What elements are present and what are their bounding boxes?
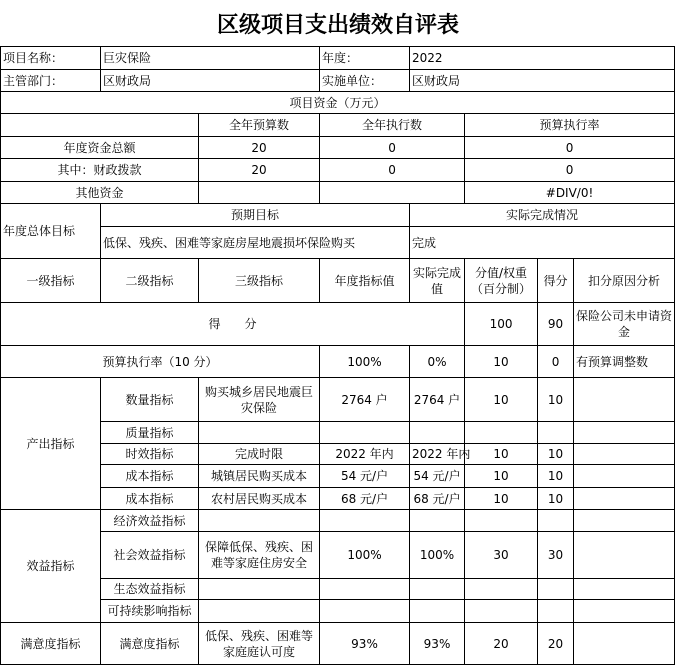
weight-cell: 10 [465, 488, 538, 510]
header-score: 得分 [538, 259, 574, 303]
level2-cell: 可持续影响指标 [101, 600, 199, 623]
funds-row-exec: 0 [320, 137, 465, 159]
target-cell [320, 600, 410, 623]
header-level1: 一级指标 [1, 259, 101, 303]
dept-label: 主管部门： [1, 70, 101, 92]
level3-cell: 购买城乡居民地震巨灾保险 [199, 378, 320, 422]
funds-row-budget [199, 182, 320, 204]
weight-cell: 20 [465, 623, 538, 665]
header-weight: 分值/权重（百分制） [465, 259, 538, 303]
level3-cell: 保障低保、残疾、困难等家庭住房安全 [199, 532, 320, 579]
funds-header: 项目资金（万元） [1, 92, 675, 114]
score-cell: 20 [538, 623, 574, 665]
total-weight: 100 [465, 303, 538, 346]
funds-col-exec: 全年执行数 [320, 114, 465, 137]
budget-rate-weight: 10 [465, 346, 538, 378]
reason-cell [574, 600, 675, 623]
target-cell [320, 510, 410, 532]
level3-cell [199, 600, 320, 623]
indicator-row [1, 465, 675, 488]
department-row [1, 70, 675, 92]
goal-content-row [1, 227, 675, 259]
weight-cell [465, 600, 538, 623]
target-cell: 2022 年内 [320, 444, 410, 465]
reason-cell [574, 444, 675, 465]
weight-cell [465, 579, 538, 600]
page-title: 区级项目支出绩效自评表 [216, 12, 459, 38]
actual-cell: 2022 年内 [410, 444, 465, 465]
actual-cell [410, 579, 465, 600]
level2-cell: 质量指标 [101, 422, 199, 444]
funds-row-label: 其中：财政拨款 [1, 159, 199, 182]
indicator-header-row [1, 259, 675, 303]
budget-rate-actual: 0% [410, 346, 465, 378]
budget-rate-target: 100% [320, 346, 410, 378]
indicator-row [1, 510, 675, 532]
score-cell [538, 422, 574, 444]
header-target: 年度指标值 [320, 259, 410, 303]
actual-cell: 100% [410, 532, 465, 579]
total-score: 90 [538, 303, 574, 346]
reason-cell [574, 488, 675, 510]
actual-cell [410, 510, 465, 532]
actual-cell: 54 元/户 [410, 465, 465, 488]
target-cell: 54 元/户 [320, 465, 410, 488]
header-level3: 三级指标 [199, 259, 320, 303]
total-label: 得 分 [1, 303, 465, 346]
funds-row-exec: 0 [320, 159, 465, 182]
year-value: 2022 [410, 47, 675, 70]
total-score-row [1, 303, 675, 346]
level3-cell [199, 422, 320, 444]
funds-row-budget: 20 [199, 159, 320, 182]
funds-row-rate: #DIV/0! [465, 182, 675, 204]
funds-row [1, 159, 675, 182]
weight-cell: 10 [465, 378, 538, 422]
funds-row-rate: 0 [465, 137, 675, 159]
indicator-row [1, 422, 675, 444]
indicator-row [1, 579, 675, 600]
funds-row-budget: 20 [199, 137, 320, 159]
indicator-row [1, 532, 675, 579]
target-cell: 2764 户 [320, 378, 410, 422]
level3-cell [199, 510, 320, 532]
indicator-row [1, 378, 675, 422]
level3-cell: 城镇居民购买成本 [199, 465, 320, 488]
target-cell: 93% [320, 623, 410, 665]
score-cell: 10 [538, 444, 574, 465]
level2-cell: 社会效益指标 [101, 532, 199, 579]
goal-actual: 完成 [410, 227, 675, 259]
header-level2: 二级指标 [101, 259, 199, 303]
goal-label: 年度总体目标 [1, 204, 101, 259]
funds-row-label: 年度资金总额 [1, 137, 199, 159]
weight-cell [465, 422, 538, 444]
actual-cell [410, 600, 465, 623]
reason-cell [574, 510, 675, 532]
actual-cell [410, 422, 465, 444]
funds-header-row [1, 92, 675, 114]
goal-expected-header: 预期目标 [101, 204, 410, 227]
actual-cell: 2764 户 [410, 378, 465, 422]
level2-cell: 成本指标 [101, 465, 199, 488]
budget-rate-reason: 有预算调整数 [574, 346, 675, 378]
funds-row [1, 182, 675, 204]
funds-row-rate: 0 [465, 159, 675, 182]
budget-rate-score: 0 [538, 346, 574, 378]
weight-cell [465, 510, 538, 532]
funds-row-label: 其他资金 [1, 182, 199, 204]
target-cell: 100% [320, 532, 410, 579]
output-label: 产出指标 [1, 378, 101, 510]
reason-cell [574, 623, 675, 665]
level2-cell: 时效指标 [101, 444, 199, 465]
indicator-row [1, 488, 675, 510]
target-cell [320, 579, 410, 600]
budget-rate-label: 预算执行率（10 分） [1, 346, 320, 378]
header-actual: 实际完成值 [410, 259, 465, 303]
level2-cell: 满意度指标 [101, 623, 199, 665]
weight-cell: 30 [465, 532, 538, 579]
level3-cell: 低保、残疾、困难等家庭庭认可度 [199, 623, 320, 665]
reason-cell [574, 422, 675, 444]
level3-cell: 农村居民购买成本 [199, 488, 320, 510]
reason-cell [574, 579, 675, 600]
indicator-row [1, 600, 675, 623]
level2-cell: 经济效益指标 [101, 510, 199, 532]
evaluation-table [0, 46, 675, 665]
score-cell [538, 600, 574, 623]
target-cell: 68 元/户 [320, 488, 410, 510]
score-cell: 30 [538, 532, 574, 579]
funds-row-exec [320, 182, 465, 204]
indicator-row [1, 444, 675, 465]
impl-value: 区财政局 [410, 70, 675, 92]
reason-cell [574, 465, 675, 488]
reason-cell [574, 378, 675, 422]
score-cell [538, 579, 574, 600]
score-cell: 10 [538, 488, 574, 510]
impl-label: 实施单位： [320, 70, 410, 92]
project-name-value: 巨灾保险 [101, 47, 320, 70]
actual-cell: 68 元/户 [410, 488, 465, 510]
project-info-row [1, 47, 675, 70]
level2-cell: 成本指标 [101, 488, 199, 510]
level2-cell: 数量指标 [101, 378, 199, 422]
weight-cell: 10 [465, 444, 538, 465]
funds-col-rate: 预算执行率 [465, 114, 675, 137]
header-reason: 扣分原因分析 [574, 259, 675, 303]
funds-col-budget: 全年预算数 [199, 114, 320, 137]
total-reason: 保险公司未申请资金 [574, 303, 675, 346]
goal-header-row [1, 204, 675, 227]
score-cell: 10 [538, 378, 574, 422]
target-cell [320, 422, 410, 444]
level2-cell: 生态效益指标 [101, 579, 199, 600]
indicator-row [1, 623, 675, 665]
year-label: 年度： [320, 47, 410, 70]
budget-rate-row [1, 346, 675, 378]
satisfaction-label: 满意度指标 [1, 623, 101, 665]
level3-cell: 完成时限 [199, 444, 320, 465]
dept-value: 区财政局 [101, 70, 320, 92]
funds-columns-row [1, 114, 675, 137]
weight-cell: 10 [465, 465, 538, 488]
actual-cell: 93% [410, 623, 465, 665]
project-name-label: 项目名称： [1, 47, 101, 70]
goal-actual-header: 实际完成情况 [410, 204, 675, 227]
goal-expected: 低保、残疾、困难等家庭房屋地震损坏保险购买 [101, 227, 410, 259]
reason-cell [574, 532, 675, 579]
level3-cell [199, 579, 320, 600]
score-cell [538, 510, 574, 532]
score-cell: 10 [538, 465, 574, 488]
benefit-label: 效益指标 [1, 510, 101, 623]
funds-row [1, 137, 675, 159]
